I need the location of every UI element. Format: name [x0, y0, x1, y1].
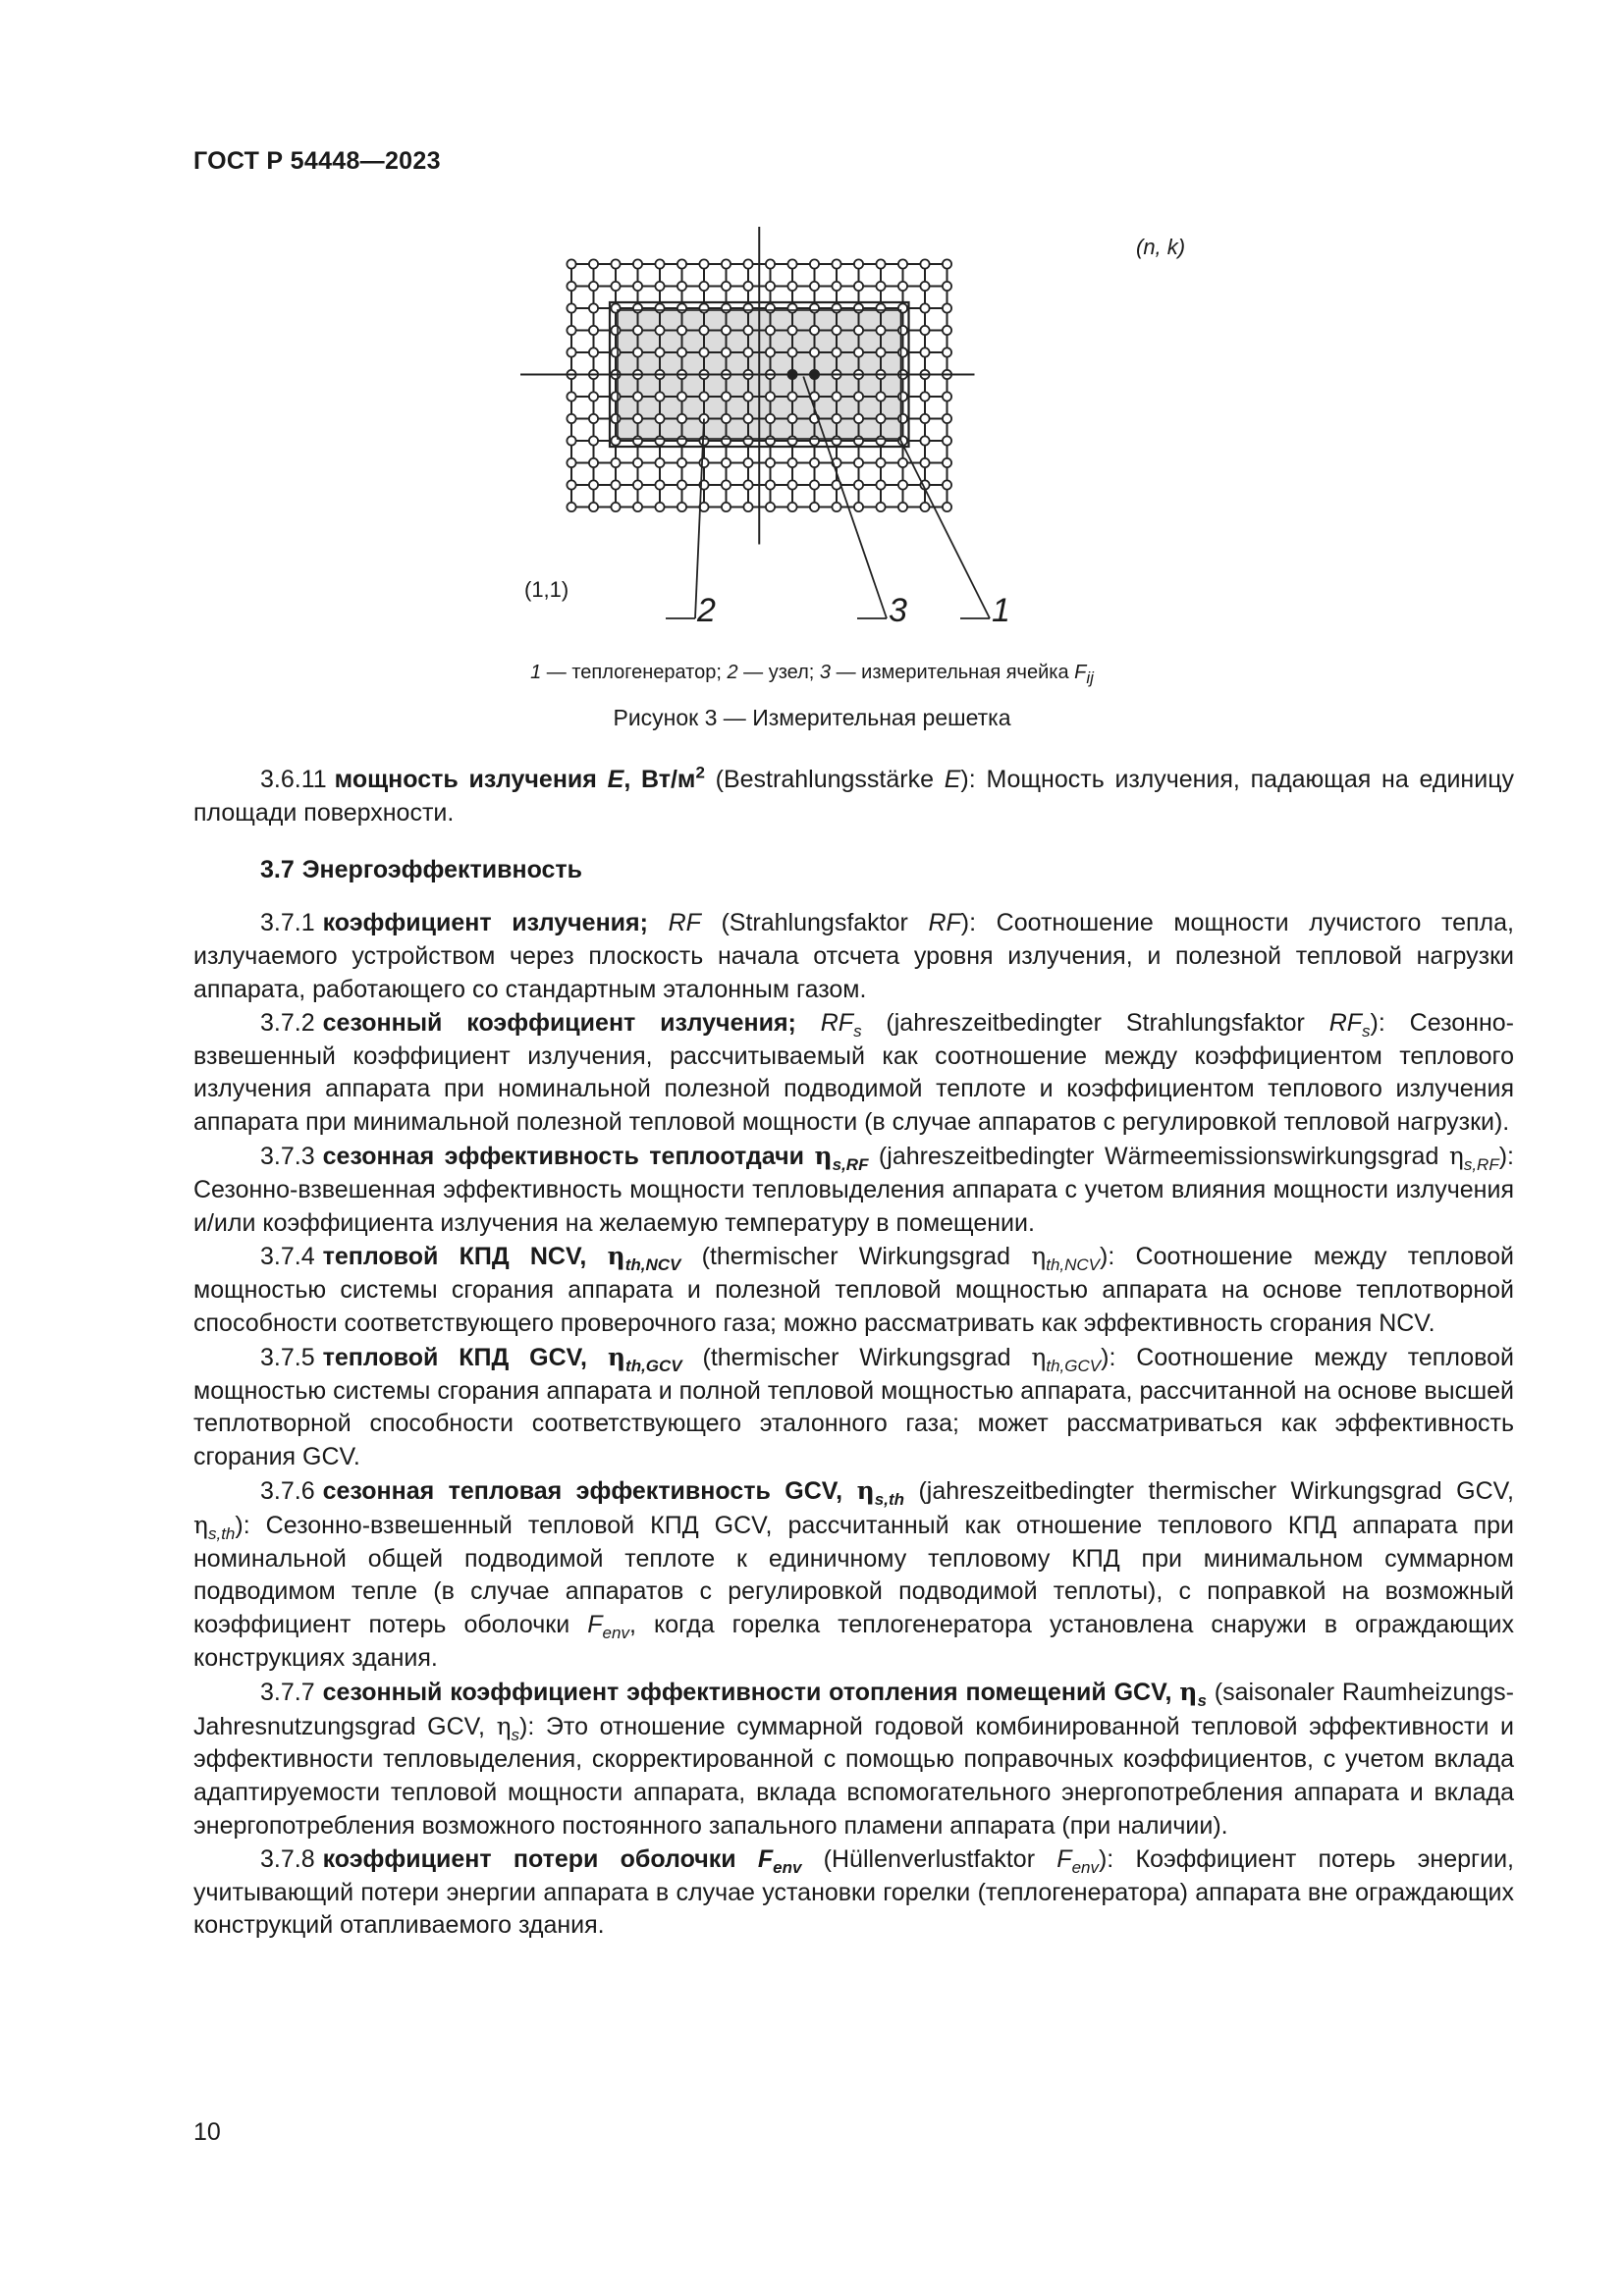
grid-node	[920, 392, 929, 400]
grid-node	[743, 414, 752, 423]
grid-node	[898, 259, 907, 268]
grid-node	[920, 259, 929, 268]
grid-node	[655, 480, 664, 489]
grid-node	[567, 303, 575, 312]
grid-node	[832, 282, 840, 291]
grid-node	[832, 503, 840, 511]
section-heading-3-7: 3.7 Энергоэффективность	[260, 855, 583, 883]
grid-node	[611, 282, 620, 291]
grid-node	[567, 436, 575, 445]
grid-node	[876, 282, 885, 291]
grid-node	[787, 392, 796, 400]
grid-node	[854, 326, 863, 335]
grid-node	[832, 303, 840, 312]
grid-node	[766, 282, 775, 291]
grid-node	[854, 480, 863, 489]
grid-node	[677, 436, 686, 445]
grid-node	[943, 392, 951, 400]
grid-node	[787, 414, 796, 423]
grid-node	[943, 347, 951, 356]
grid-node	[633, 259, 642, 268]
grid-node	[876, 326, 885, 335]
grid-node	[655, 436, 664, 445]
grid-node	[611, 503, 620, 511]
grid-node	[633, 282, 642, 291]
grid-node	[611, 392, 620, 400]
clause-3-7-6: 3.7.6 сезонная тепловая эффективность GCV, $\eta_{s,th}$ (jahreszeitbedingter thermischer Wirkungsgrad GCV, $\eta_{s,th}$): Сезонно-взвешенный тепловой КПД GCV, рассчитанный как отношение теплового КПД аппарата при номинальной общей подводимой теплоте к единичному тепловому КПД при минимальном суммарном подводимом тепле (в случае аппаратов с регулировкой подводимой теплоты), с поправкой на возможный коэффициент потерь оболочки $F_{env}$, когда горелка теплогенератора установлена снаружи в ограждающих конструкциях здания.	[193, 1475, 1514, 1672]
grid-layer	[520, 227, 990, 618]
grid-node	[655, 347, 664, 356]
grid-node	[567, 347, 575, 356]
grid-node	[810, 303, 819, 312]
grid-node	[787, 259, 796, 268]
callout-node-label: 2	[697, 592, 716, 629]
grid-corner-label-top-right: (n, k)	[1136, 235, 1186, 259]
grid-node	[699, 303, 708, 312]
grid-node	[832, 436, 840, 445]
grid-node	[677, 303, 686, 312]
grid-node	[943, 458, 951, 467]
grid-node	[876, 392, 885, 400]
grid-node	[920, 326, 929, 335]
grid-node	[943, 259, 951, 268]
grid-node	[787, 458, 796, 467]
grid-corner-label-bottom-left: (1,1)	[524, 577, 569, 602]
grid-node	[920, 347, 929, 356]
grid-node	[810, 259, 819, 268]
grid-node	[611, 303, 620, 312]
grid-node	[722, 458, 731, 467]
callout-leader-node	[695, 419, 704, 619]
grid-node	[943, 503, 951, 511]
grid-node	[589, 282, 598, 291]
grid-node	[854, 259, 863, 268]
grid-node	[832, 347, 840, 356]
grid-node	[699, 326, 708, 335]
grid-node	[567, 326, 575, 335]
grid-node	[567, 414, 575, 423]
grid-node	[677, 326, 686, 335]
grid-node	[920, 503, 929, 511]
grid-node	[766, 347, 775, 356]
grid-node	[722, 347, 731, 356]
grid-node	[611, 458, 620, 467]
grid-node	[743, 480, 752, 489]
grid-node	[810, 480, 819, 489]
grid-node	[677, 259, 686, 268]
grid-node	[699, 458, 708, 467]
grid-node	[743, 392, 752, 400]
grid-node	[633, 326, 642, 335]
grid-node	[589, 259, 598, 268]
grid-node	[633, 436, 642, 445]
grid-node	[699, 392, 708, 400]
grid-node	[722, 259, 731, 268]
grid-node	[810, 458, 819, 467]
grid-node	[898, 392, 907, 400]
grid-node	[876, 458, 885, 467]
grid-node	[943, 414, 951, 423]
grid-node	[722, 303, 731, 312]
callout-cell-label: 3	[889, 592, 907, 629]
grid-node	[589, 458, 598, 467]
grid-node	[766, 436, 775, 445]
grid-node	[611, 436, 620, 445]
grid-node	[611, 347, 620, 356]
grid-node	[677, 480, 686, 489]
document-body	[193, 764, 1514, 1943]
grid-node	[898, 303, 907, 312]
grid-node	[854, 414, 863, 423]
grid-node	[743, 259, 752, 268]
grid-node	[655, 503, 664, 511]
grid-node	[898, 326, 907, 335]
measurement-node-filled	[810, 370, 820, 380]
grid-node	[810, 282, 819, 291]
grid-node	[722, 392, 731, 400]
grid-node	[722, 414, 731, 423]
grid-node	[743, 326, 752, 335]
grid-node	[898, 480, 907, 489]
grid-node	[832, 392, 840, 400]
grid-node	[633, 414, 642, 423]
grid-node	[943, 303, 951, 312]
grid-node	[589, 392, 598, 400]
grid-node	[589, 414, 598, 423]
grid-node	[787, 480, 796, 489]
grid-node	[766, 392, 775, 400]
grid-node	[787, 436, 796, 445]
grid-node	[655, 414, 664, 423]
clause-3-7-4: 3.7.4 тепловой КПД NCV, $\eta_{th,NCV}$ (thermischer Wirkungsgrad $\eta_{th,NCV}$): Соотношение между тепловой мощностью системы сгорания аппарата и полезной тепловой мощностью аппарата на основе теплотворной способности соответствующего проверочного газа; можно рассматривать как эффективность сгорания NCV.	[193, 1242, 1514, 1337]
grid-node	[567, 503, 575, 511]
grid-node	[876, 347, 885, 356]
grid-node	[810, 436, 819, 445]
grid-node	[854, 392, 863, 400]
grid-node	[655, 282, 664, 291]
grid-node	[832, 326, 840, 335]
grid-node	[943, 480, 951, 489]
grid-node	[589, 326, 598, 335]
grid-node	[699, 282, 708, 291]
grid-node	[743, 503, 752, 511]
grid-node	[677, 347, 686, 356]
grid-node	[766, 458, 775, 467]
grid-node	[722, 282, 731, 291]
grid-node	[854, 458, 863, 467]
grid-node	[589, 347, 598, 356]
grid-node	[633, 392, 642, 400]
grid-node	[832, 414, 840, 423]
grid-node	[787, 282, 796, 291]
grid-node	[743, 458, 752, 467]
grid-node	[677, 392, 686, 400]
grid-node	[766, 303, 775, 312]
grid-node	[743, 282, 752, 291]
grid-node	[567, 259, 575, 268]
grid-node	[722, 503, 731, 511]
grid-node	[699, 347, 708, 356]
grid-node	[810, 503, 819, 511]
callout-heater-label: 1	[992, 592, 1010, 629]
grid-node	[876, 259, 885, 268]
grid-node	[589, 503, 598, 511]
grid-node	[787, 303, 796, 312]
grid-node	[920, 414, 929, 423]
grid-node	[898, 414, 907, 423]
grid-node	[876, 436, 885, 445]
grid-node	[854, 436, 863, 445]
grid-node	[655, 259, 664, 268]
grid-node	[876, 480, 885, 489]
clause-3-7-1: 3.7.1 коэффициент излучения; RF (Strahlungsfaktor RF): Соотношение мощности лучистого тепла, излучаемого устройством через плоскость начала отсчета уровня излучения, и полезной тепловой нагрузки аппарата, работающего со стандартным эталонным газом.	[193, 909, 1514, 1003]
grid-node	[766, 259, 775, 268]
grid-node	[898, 458, 907, 467]
grid-node	[655, 458, 664, 467]
page-number: 10	[193, 2118, 221, 2146]
grid-node	[567, 458, 575, 467]
grid-node	[854, 347, 863, 356]
grid-node	[787, 347, 796, 356]
figure-caption: Рисунок 3 — Измерительная решетка	[613, 705, 1011, 730]
measurement-grid-figure	[511, 221, 1198, 633]
grid-node	[920, 458, 929, 467]
grid-node	[633, 503, 642, 511]
grid-node	[611, 326, 620, 335]
grid-node	[722, 480, 731, 489]
document-header: ГОСТ Р 54448—2023	[193, 147, 441, 175]
grid-node	[920, 436, 929, 445]
grid-node	[655, 326, 664, 335]
grid-node	[766, 326, 775, 335]
clause-3-7-8: 3.7.8 коэффициент потери оболочки $F_{env}$ (Hüllenverlustfaktor $F_{env}$): Коэффициент потерь энергии, учитывающий потери энергии аппарата в случае установки горелки (теплогенератора) аппарата вне ограждающих конструкций отапливаемого здания.	[193, 1844, 1515, 1940]
grid-node	[677, 414, 686, 423]
grid-node	[898, 503, 907, 511]
grid-node	[876, 414, 885, 423]
grid-node	[567, 392, 575, 400]
grid-node	[567, 282, 575, 291]
figure-legend: 1 — теплогенератор; 2 — узел; 3 — измерительная ячейка $F_{ij}$	[530, 662, 1094, 687]
grid-node	[589, 480, 598, 489]
grid-node	[854, 503, 863, 511]
grid-node	[655, 303, 664, 312]
grid-node	[611, 414, 620, 423]
grid-node	[810, 347, 819, 356]
grid-node	[810, 326, 819, 335]
grid-node	[898, 347, 907, 356]
grid-node	[567, 480, 575, 489]
grid-node	[898, 282, 907, 291]
grid-node	[876, 503, 885, 511]
grid-node	[787, 326, 796, 335]
grid-node	[677, 282, 686, 291]
grid-node	[589, 436, 598, 445]
grid-node	[787, 503, 796, 511]
grid-node	[743, 347, 752, 356]
measurement-node-filled	[787, 370, 797, 380]
grid-node	[722, 436, 731, 445]
grid-node	[589, 303, 598, 312]
grid-node	[943, 326, 951, 335]
grid-node	[920, 303, 929, 312]
grid-node	[633, 347, 642, 356]
grid-node	[743, 436, 752, 445]
grid-node	[920, 282, 929, 291]
grid-node	[677, 503, 686, 511]
grid-node	[611, 480, 620, 489]
grid-node	[766, 503, 775, 511]
grid-node	[743, 303, 752, 312]
grid-node	[677, 458, 686, 467]
grid-node	[611, 259, 620, 268]
grid-node	[943, 436, 951, 445]
grid-node	[854, 303, 863, 312]
grid-node	[633, 480, 642, 489]
clause-3-7-2: 3.7.2 сезонный коэффициент излучения; $RF_s$ (jahreszeitbedingter Strahlungsfaktor $RF_s$): Сезонно-взвешенный коэффициент излучения, рассчитываемый как соотношение между коэффициентом теплового излучения аппарата при номинальной полезной подводимой теплоте и коэффициентом теплового излучения аппарата при минимальной полезной тепловой мощности (в случае аппаратов с регулировкой тепловой нагрузки).	[193, 1008, 1515, 1137]
grid-node	[655, 392, 664, 400]
clause-3-7-3: 3.7.3 сезонная эффективность теплоотдачи $\eta_{s,RF}$ (jahreszeitbedingter Wärmeemissionswirkungsgrad $\eta_{s,RF}$): Сезонно-взвешенная эффективность мощности тепловыделения аппарата с учетом влияния мощности излучения и/или коэффициента излучения на желаемую температуру в помещении.	[193, 1141, 1514, 1237]
grid-node	[766, 480, 775, 489]
grid-node	[633, 303, 642, 312]
grid-node	[876, 303, 885, 312]
grid-node	[854, 282, 863, 291]
grid-node	[832, 259, 840, 268]
grid-node	[699, 259, 708, 268]
clause-3-7-5: 3.7.5 тепловой КПД GCV, $\eta_{th,GCV}$ (thermischer Wirkungsgrad $\eta_{th,GCV}$): Соотношение между тепловой мощностью системы сгорания аппарата и полной тепловой мощностью аппарата, рассчитанной на основе высшей теплотворной способности соответствующего эталонного газа; может рассматриваться как эффективность сгорания GCV.	[193, 1342, 1514, 1471]
clause-3-7-7: 3.7.7 сезонный коэффициент эффективности отопления помещений GCV, $\eta_s$ (saisonaler Raumheizungs-Jahresnutzungsgrad GCV, $\eta_s$): Это отношение суммарной годовой комбинированной тепловой эффективности и эффективности тепловыделения, скорректированной с помощью поправочных коэффициентов, с учетом вклада адаптируемости тепловой мощности аппарата, вклада вспомогательного энергопотребления аппарата и вклада энергопотребления возможного постоянного запального пламени аппарата (при наличии).	[193, 1677, 1514, 1840]
grid-node	[722, 326, 731, 335]
grid-node	[943, 282, 951, 291]
grid-node	[766, 414, 775, 423]
grid-node	[633, 458, 642, 467]
clause-3-6-11: 3.6.11 мощность излучения E, $Вт/м^2$ (Bestrahlungsstärke E): Мощность излучения, падающая на единицу площади поверхности.	[193, 763, 1515, 827]
